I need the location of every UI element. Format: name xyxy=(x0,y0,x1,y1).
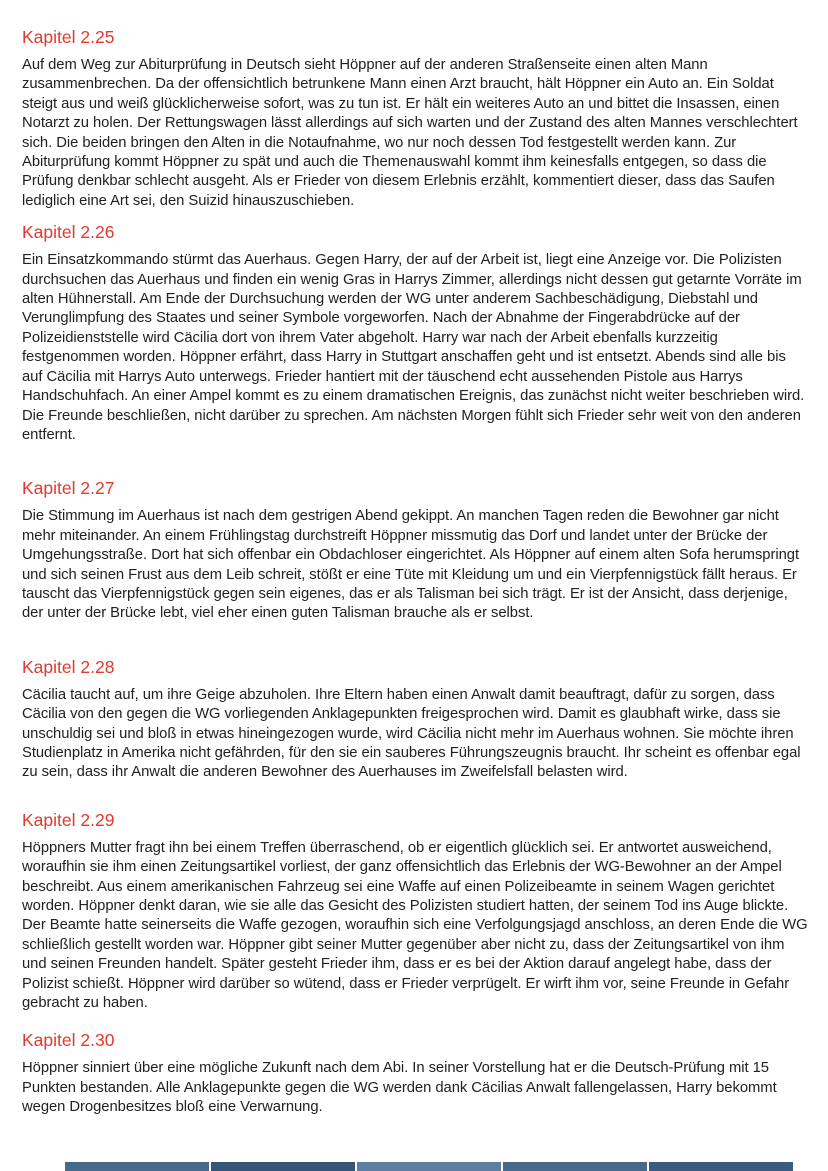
chapter-heading: Kapitel 2.30 xyxy=(22,1030,115,1051)
chapter-section-2-25 xyxy=(22,26,810,211)
chapter-summary-text: Ein Einsatzkommando stürmt das Auerhaus. Gegen Harry, der auf der Arbeit ist, liegt eine Anzeige vor. Die Polizisten durchsuchen das Auerhaus und finden ein wenig Gras in Harrys Zimmer, allerdings nicht dessen gut getarnte Vorräte im alten Hühnerstall. Am Ende der Durchsuchung werden der WG unter anderem Sachbeschädigung, Diebstahl und Verunglimpfung des Staates und seiner Symbole vorgeworfen. Nach der Abnahme der Fingerabdrücke auf der Polizeidienststelle wird Cäcilia dort von ihrem Vater abgeholt. Harry war nach der Arbeit ebenfalls kurzzeitig festgenommen worden. Höppner erfährt, dass Harry in Stuttgart anschaffen geht und ist entsetzt. Abends sind alle bis auf Cäcilia mit Harrys Auto unterwegs. Frieder hantiert mit der täuschend echt aussehenden Pistole aus Harrys Handschuhfach. An einer Ampel kommt es zu einem dramatischen Ereignis, das zunächst nicht weiter beschrieben wird. Die Freunde beschließen, nicht darüber zu sprechen. Am nächsten Morgen fühlt sich Frieder sehr weit von den anderen entfernt. xyxy=(22,252,805,443)
table-header-segment xyxy=(65,1162,209,1171)
chapter-summary-text: Die Stimmung im Auerhaus ist nach dem gestrigen Abend gekippt. An manchen Tagen reden die Bewohner gar nicht mehr miteinander. An einem Frühlingstag durchstreift Höppner missmutig das Dorf und landet unter der Brücke der Umgehungsstraße. Dort hat sich offenbar ein Obdachloser eingerichtet. Als Höppner auf einem alten Sofa herumspringt und sich seinen Frust aus dem Leib schreit, stößt er eine Tüte mit Kleidung um und ein Vierpfennigstück fällt heraus. Er tauscht das Vierpfennigstück gegen sein eigenes, das er als Talisman bei sich trägt. Er ist der Ansicht, dass derjenige, der unter der Brücke lebt, viel eher einen guten Talisman brauche als er selbst. xyxy=(22,508,800,622)
chapter-section-2-27 xyxy=(22,477,810,623)
chapter-summary-text: Höppners Mutter fragt ihn bei einem Treffen überraschend, ob er eigentlich glücklich sei. Er antwortet ausweichend, woraufhin sie ihm einen Zeitungsartikel vorliest, der ganz offensichtlich das Erlebnis der WG-Bewohner an der Ampel beschreibt. Aus einem amerikanischen Fahrzeug sei eine Waffe auf einen Polizeibeamte in seinem Wagen gerichtet worden. Höppner denkt daran, wie sie alle das Gesicht des Polizisten studiert hatten, der seinem Tod ins Auge blickte. Der Beamte hatte seinerseits die Waffe gezogen, woraufhin sich eine Verfolgungsjagd anschloss, an deren Ende die WG schließlich gestellt worden war. Höppner gibt seiner Mutter gegenüber aber nicht zu, dass der Zeitungsartikel von ihm und seinen Freunden handelt. Später gesteht Frieder ihm, dass er es bei der Aktion darauf angelegt habe, dass der Polizist schießt. Höppner wird darüber so wütend, dass er Frieder verprügelt. Er wirft ihm vor, seine Freunde in Gefahr gebracht zu haben. xyxy=(22,839,808,1012)
chapter-section-2-26 xyxy=(22,221,810,445)
table-header-segment xyxy=(211,1162,355,1171)
table-header-segment xyxy=(503,1162,647,1171)
chapter-summary-text: Auf dem Weg zur Abiturprüfung in Deutsch sieht Höppner auf der anderen Straßenseite einen alten Mann zusammenbrechen. Da der offensichtlich betrunkene Mann einen Arzt braucht, hält Höppner ein Auto an. Ein Soldat steigt aus und weiß glücklicherweise sofort, was zu tun ist. Er hält ein weiteres Auto an und bittet die Insassen, einen Notarzt zu holen. Der Rettungswagen lässt allerdings auf sich warten und der Zustand des alten Mannes verschlechtert sich. Die beiden bringen den Alten in die Notaufnahme, wo nur noch dessen Tod festgestellt werden kann. Zur Abiturprüfung kommt Höppner zu spät und auch die Themenauswahl kommt ihm keinesfalls entgegen, so dass die Prüfung denkbar schlecht ausgeht. Als er Frieder von diesem Erlebnis erzählt, kommentiert dieser, dass das Saufen lediglich eine Art sei, den Suizid hinauszuschieben. xyxy=(22,57,798,209)
chapter-section-2-30 xyxy=(22,1029,810,1117)
chapter-heading: Kapitel 2.26 xyxy=(22,222,115,243)
chapter-heading: Kapitel 2.25 xyxy=(22,27,115,47)
table-header-segment xyxy=(357,1162,501,1171)
chapter-heading: Kapitel 2.29 xyxy=(22,809,115,830)
table-header-segment xyxy=(649,1162,793,1171)
chapter-heading: Kapitel 2.28 xyxy=(22,656,115,677)
chapter-summary-text: Höppner sinniert über eine mögliche Zukunft nach dem Abi. In seiner Vorstellung hat er die Deutsch-Prüfung mit 15 Punkten bestanden. Alle Anklagepunkte gegen die WG werden dank Cäcilias Anwalt fallengelassen, Harry bekommt wegen Drogenbesitzes bloß eine Verwarnung. xyxy=(22,1060,777,1116)
cut-off-table-header-bar xyxy=(65,1162,793,1171)
chapter-section-2-29 xyxy=(22,809,810,1014)
chapter-heading: Kapitel 2.27 xyxy=(22,478,115,499)
chapter-summary-text: Cäcilia taucht auf, um ihre Geige abzuholen. Ihre Eltern haben einen Anwalt damit beauftragt, dafür zu sorgen, dass Cäcilia von den gegen die WG vorliegenden Anklagepunkten freigesprochen wird. Damit es glaubhaft wirke, dass sie unschuldig sei und bloß in etwas hineingezogen wurde, wird Cäcilia nicht mehr im Auerhaus wohnen. Sie möchte ihren Studienplatz in Amerika nicht gefährden, für den sie ein sauberes Führungszeugnis braucht. Ihr scheint es offenbar egal zu sein, dass ihr Anwalt die anderen Bewohner des Auerhauses im Zweifelsfall belasten wird. xyxy=(22,686,801,781)
chapter-section-2-28 xyxy=(22,656,810,783)
